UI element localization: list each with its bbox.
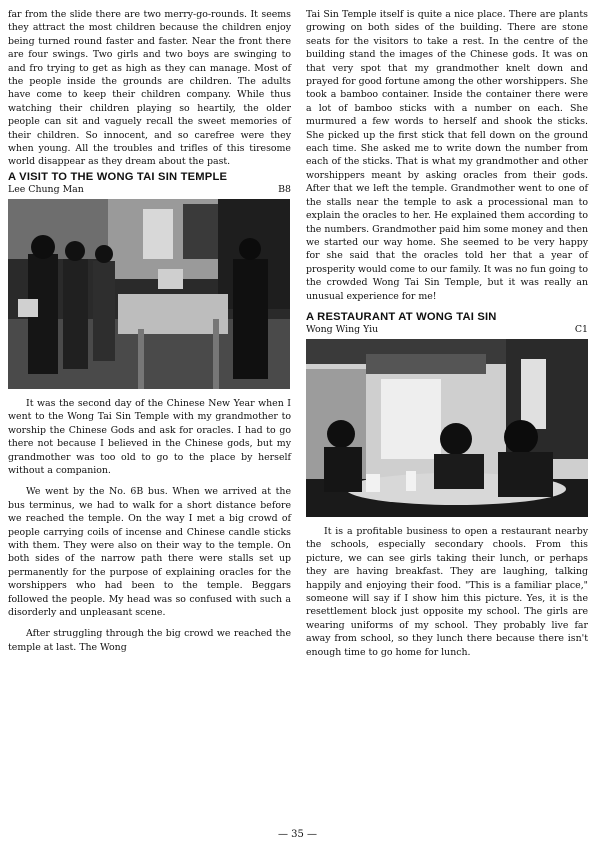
right-column [306,8,588,659]
article2-title: A RESTAURANT AT WONG TAI SIN [306,310,497,323]
left-column [8,8,291,654]
article2-byline [306,323,588,336]
page-number: — 35 — [277,829,318,840]
article1-paragraph-3: After struggling through the big crowd we reached the temple at last. The Wong [8,628,291,653]
article2-author: Wong Wing Yiu [306,323,379,335]
article1-byline [8,183,291,196]
intro-paragraph: far from the slide there are two merry-go-rounds. It seems they attract the most children because the children enjoy being turned round faster and faster. Near the front there are four swings. Two girls and two boys are swinging to and fro trying to get as high as they can manage. Most of the people inside the grounds are children. The adults have come to keep their children company. While thus watching their children playing so heartily, the older people can sit and vaguely recall the sweet memories of their children. So innocent, and so carefree were they when young. All the troubles and trifles of this tiresome world disappear as they dream about the past. [8,9,291,168]
article1-paragraph-4: Tai Sin Temple itself is quite a nice place. There are plants growing on both sides of the building. There are stone seats for the visitors to take a rest. In the centre of the building stand the images of the Chinese gods. It was on that very spot that my grandmother knelt down and prayed for good fortune among the other worshippers. She took a bamboo container. Inside the container there were a lot of bamboo sticks with a number on each. She murmured a few words to herself and shook the sticks. She picked up the first stick that fell down on the ground each time. She asked me to write down the number from each of the sticks. That is what my grandmother and other worshippers meant by asking oracles from their gods. After that we left the temple. Grandmother went to one of the stalls near the temple to ask a processional man to explain the oracles to her. He explained them according to the numbers. Grandmother paid him some money and then we started our way home. She seemed to be very happy for she said that the oracles told her that a year of prosperity would come to our family. It was no fun going to the crowded Wong Tai Sin Temple, but it was really an unusual experience for me! [306,9,588,302]
article1-title: A VISIT TO THE WONG TAI SIN TEMPLE [8,170,228,183]
article2-class: C1 [574,323,588,335]
article1-paragraph-1: It was the second day of the Chinese New Year when I went to the Wong Tai Sin Temple with my grandmother to worship the Chinese Gods and ask for oracles. I had to go there not because I believed in the Chinese gods, but my grandmother was too old to go to the place by herself without a companion. [8,397,291,476]
restaurant-photo [306,339,588,517]
article1-class: B8 [278,183,291,195]
article1-author: Lee Chung Man [8,183,84,195]
article2-paragraph-1: It is a profitable business to open a restaurant nearby the schools, especially secondary chools. From this picture, we can see girls taking their lunch, or perhaps they are having breakfast. They are laughing, talking happily and enjoying their food. "This is a familiar place," someone will say if I show him this picture. Yes, it is the resettlement block just opposite my school. The girls are wearing uniforms of my school. They probably live far away from school, so they lunch there because there isn't enough time to go home for lunch. [306,525,588,658]
temple-crowd-photo [8,199,290,389]
article1-paragraph-2: We went by the No. 6B bus. When we arrived at the bus terminus, we had to walk for a short distance before we reached the temple. On the way I met a big crowd of people carrying coils of incense and Chinese candle sticks with them. They were also on their way to the temple. On both sides of the narrow path there were stalls set up permanently for the purpose of explaining oracles for the worshippers who had been to the temple. Beggars followed the people. My head was so confused with such a disorderly and unpleasant scene. [8,486,291,618]
